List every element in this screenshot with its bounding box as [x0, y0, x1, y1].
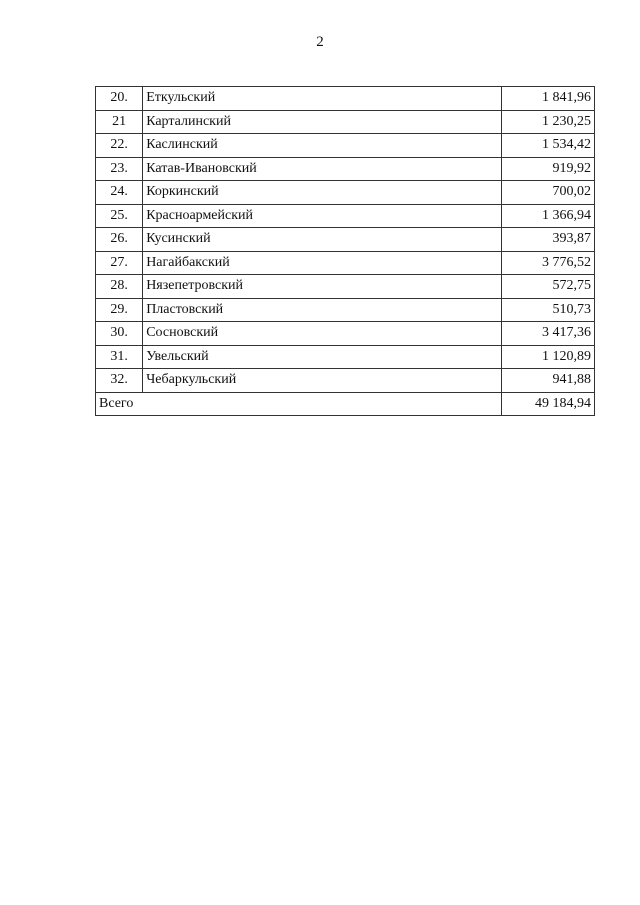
district-name: Еткульский: [143, 87, 501, 111]
row-number: 23.: [96, 157, 143, 181]
table-row: [96, 251, 595, 275]
table-row: [96, 181, 595, 205]
row-number: 27.: [96, 251, 143, 275]
district-name: Кусинский: [143, 228, 501, 252]
total-label: Всего: [96, 392, 502, 416]
row-number: 32.: [96, 369, 143, 393]
amount-value: 572,75: [501, 275, 594, 299]
table-row: [96, 369, 595, 393]
district-name: Нязепетровский: [143, 275, 501, 299]
row-number: 31.: [96, 345, 143, 369]
district-name: Нагайбакский: [143, 251, 501, 275]
amount-value: 3 776,52: [501, 251, 594, 275]
row-number: 29.: [96, 298, 143, 322]
row-number: 22.: [96, 134, 143, 158]
table-row: [96, 275, 595, 299]
table-row: [96, 87, 595, 111]
amount-value: 1 120,89: [501, 345, 594, 369]
total-row: [96, 392, 595, 416]
row-number: 30.: [96, 322, 143, 346]
amount-value: 941,88: [501, 369, 594, 393]
allocation-table-body: [96, 87, 595, 416]
district-name: Катав-Ивановский: [143, 157, 501, 181]
table-row: [96, 110, 595, 134]
district-name: Карталинский: [143, 110, 501, 134]
table-row: [96, 345, 595, 369]
amount-value: 1 841,96: [501, 87, 594, 111]
row-number: 28.: [96, 275, 143, 299]
table-row: [96, 134, 595, 158]
allocation-table: [95, 86, 595, 416]
row-number: 26.: [96, 228, 143, 252]
district-name: Чебаркульский: [143, 369, 501, 393]
district-name: Сосновский: [143, 322, 501, 346]
row-number: 25.: [96, 204, 143, 228]
amount-value: 1 230,25: [501, 110, 594, 134]
total-amount: 49 184,94: [501, 392, 594, 416]
district-name: Коркинский: [143, 181, 501, 205]
amount-value: 1 534,42: [501, 134, 594, 158]
row-number: 21: [96, 110, 143, 134]
amount-value: 393,87: [501, 228, 594, 252]
table-row: [96, 322, 595, 346]
amount-value: 3 417,36: [501, 322, 594, 346]
table-row: [96, 157, 595, 181]
page-number: 2: [316, 34, 324, 50]
table-row: [96, 228, 595, 252]
amount-value: 1 366,94: [501, 204, 594, 228]
amount-value: 919,92: [501, 157, 594, 181]
amount-value: 510,73: [501, 298, 594, 322]
table-row: [96, 298, 595, 322]
district-name: Каслинский: [143, 134, 501, 158]
district-name: Красноармейский: [143, 204, 501, 228]
table-row: [96, 204, 595, 228]
amount-value: 700,02: [501, 181, 594, 205]
row-number: 20.: [96, 87, 143, 111]
district-name: Увельский: [143, 345, 501, 369]
row-number: 24.: [96, 181, 143, 205]
district-name: Пластовский: [143, 298, 501, 322]
